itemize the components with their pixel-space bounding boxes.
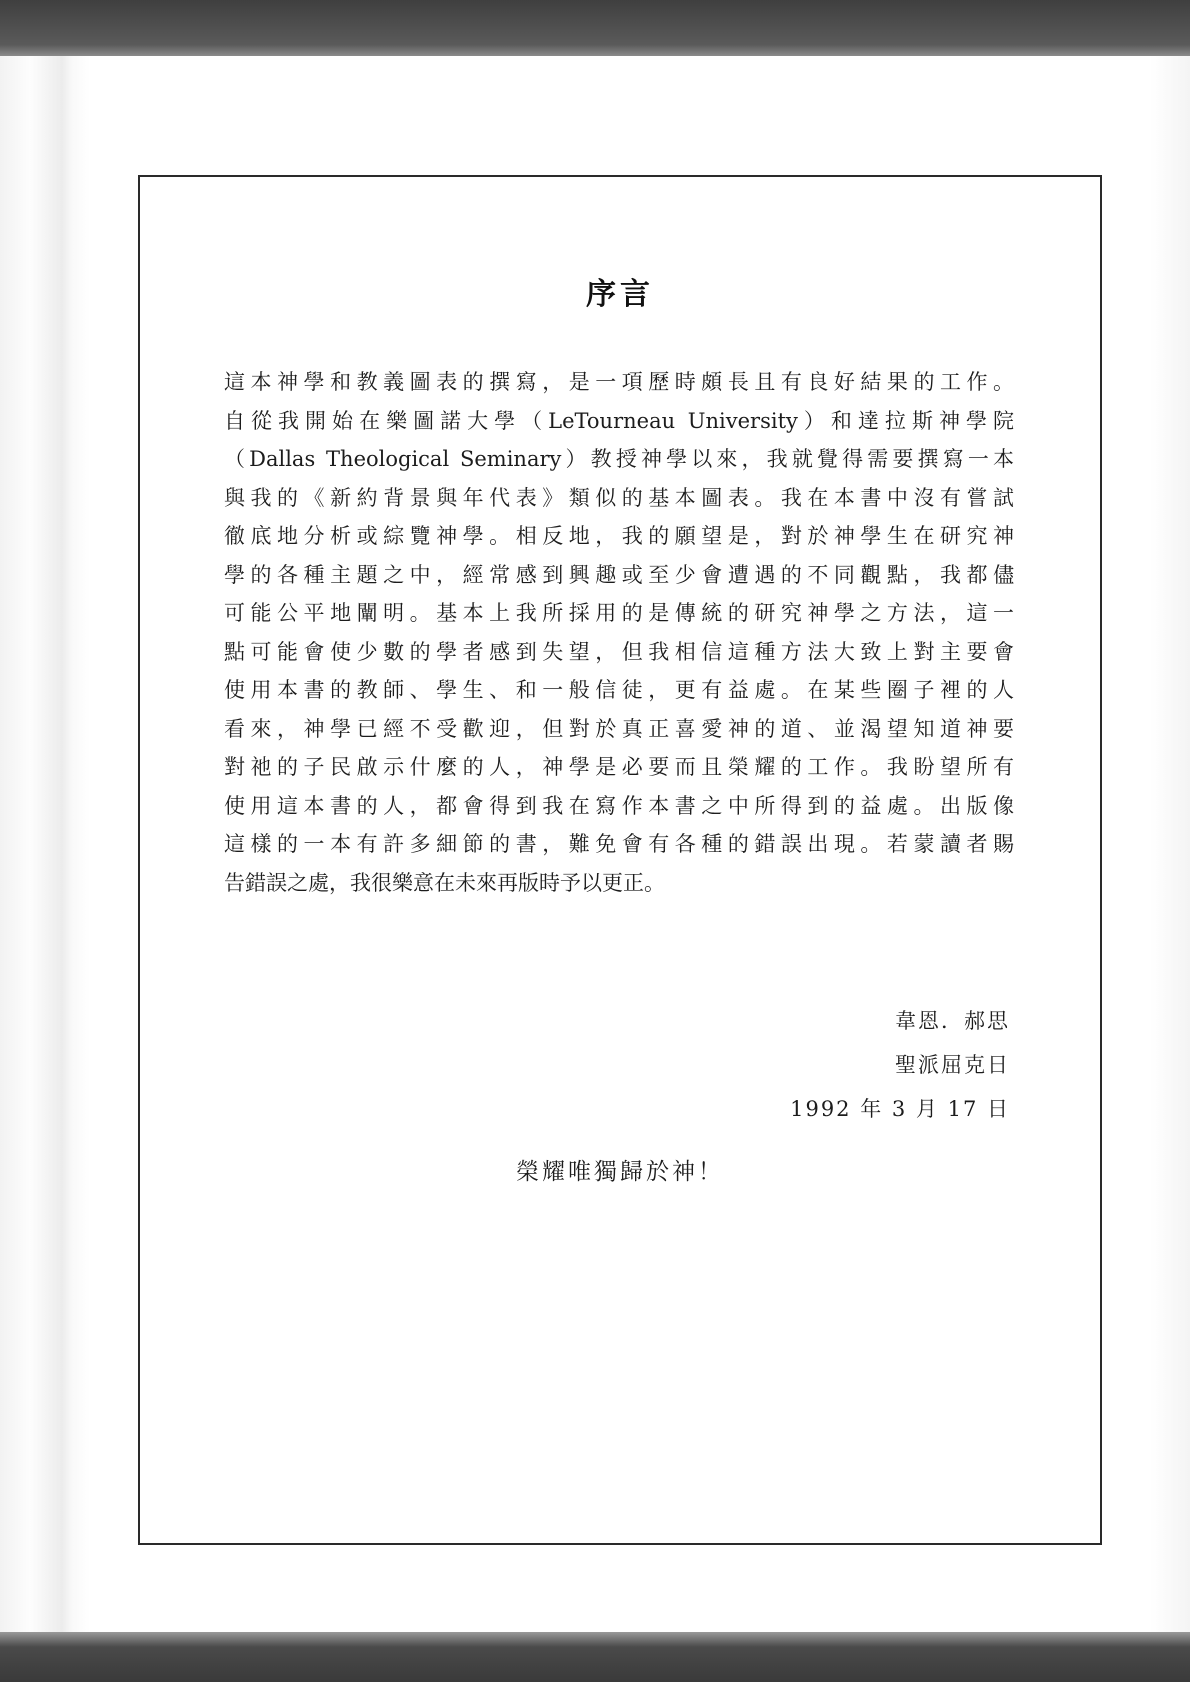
body-line: 使用這本書的人，都會得到我在寫作本書之中所得到的益處。出版像: [224, 793, 1014, 818]
scan-right-edge: [1150, 56, 1190, 1632]
body-line: 這樣的一本有許多細節的書，難免會有各種的錯誤出現。若蒙讀者賜: [224, 832, 1014, 856]
signature-place: 聖派屈克日: [895, 1053, 1010, 1077]
signature-author: 韋恩．郝思: [895, 1009, 1010, 1033]
body-line: 可能公平地闡明。基本上我所採用的是傳統的研究神學之方法，這一: [224, 601, 1014, 625]
body-line: （Dallas Theological Seminary）教授神學以來，我就覺得需要撰寫一本: [224, 447, 1014, 471]
scan-top-border: [0, 0, 1190, 56]
body-line: 使用本書的教師、學生、和一般信徒，更有益處。在某些圈子裡的人: [224, 678, 1014, 702]
scan-binding-shadow: [0, 56, 90, 1632]
signature-date: 1992 年 3 月 17 日: [790, 1097, 1010, 1121]
body-line: 徹底地分析或綜覽神學。相反地，我的願望是，對於神學生在研究神: [224, 524, 1014, 548]
page-title: 序言: [586, 277, 654, 312]
body-line: 告錯誤之處，我很樂意在未來再版時予以更正。: [224, 870, 665, 895]
body-line: 學的各種主題之中，經常感到興趣或至少會遭遇的不同觀點，我都儘: [224, 562, 1014, 587]
scan-bottom-border: [0, 1632, 1190, 1682]
page-frame: [138, 175, 1102, 1545]
body-line: 點可能會使少數的學者感到失望，但我相信這種方法大致上對主要會: [224, 639, 1014, 664]
body-line: 看來，神學已經不受歡迎，但對於真正喜愛神的道、並渴望知道神要: [224, 716, 1014, 741]
body-line: 與我的《新約背景與年代表》類似的基本圖表。我在本書中沒有嘗試: [224, 485, 1014, 510]
body-line: 對祂的子民啟示什麼的人，神學是必要而且榮耀的工作。我盼望所有: [224, 755, 1014, 779]
preface-body: [224, 363, 1014, 902]
signature-block: [790, 999, 1010, 1131]
body-line: 自從我開始在樂圖諾大學（LeTourneau University）和達拉斯神學院: [224, 408, 1014, 433]
closing-doxology: 榮耀唯獨歸於神！: [516, 1159, 724, 1185]
body-line: 這本神學和教義圖表的撰寫，是一項歷時頗長且有良好結果的工作。: [224, 370, 1014, 394]
